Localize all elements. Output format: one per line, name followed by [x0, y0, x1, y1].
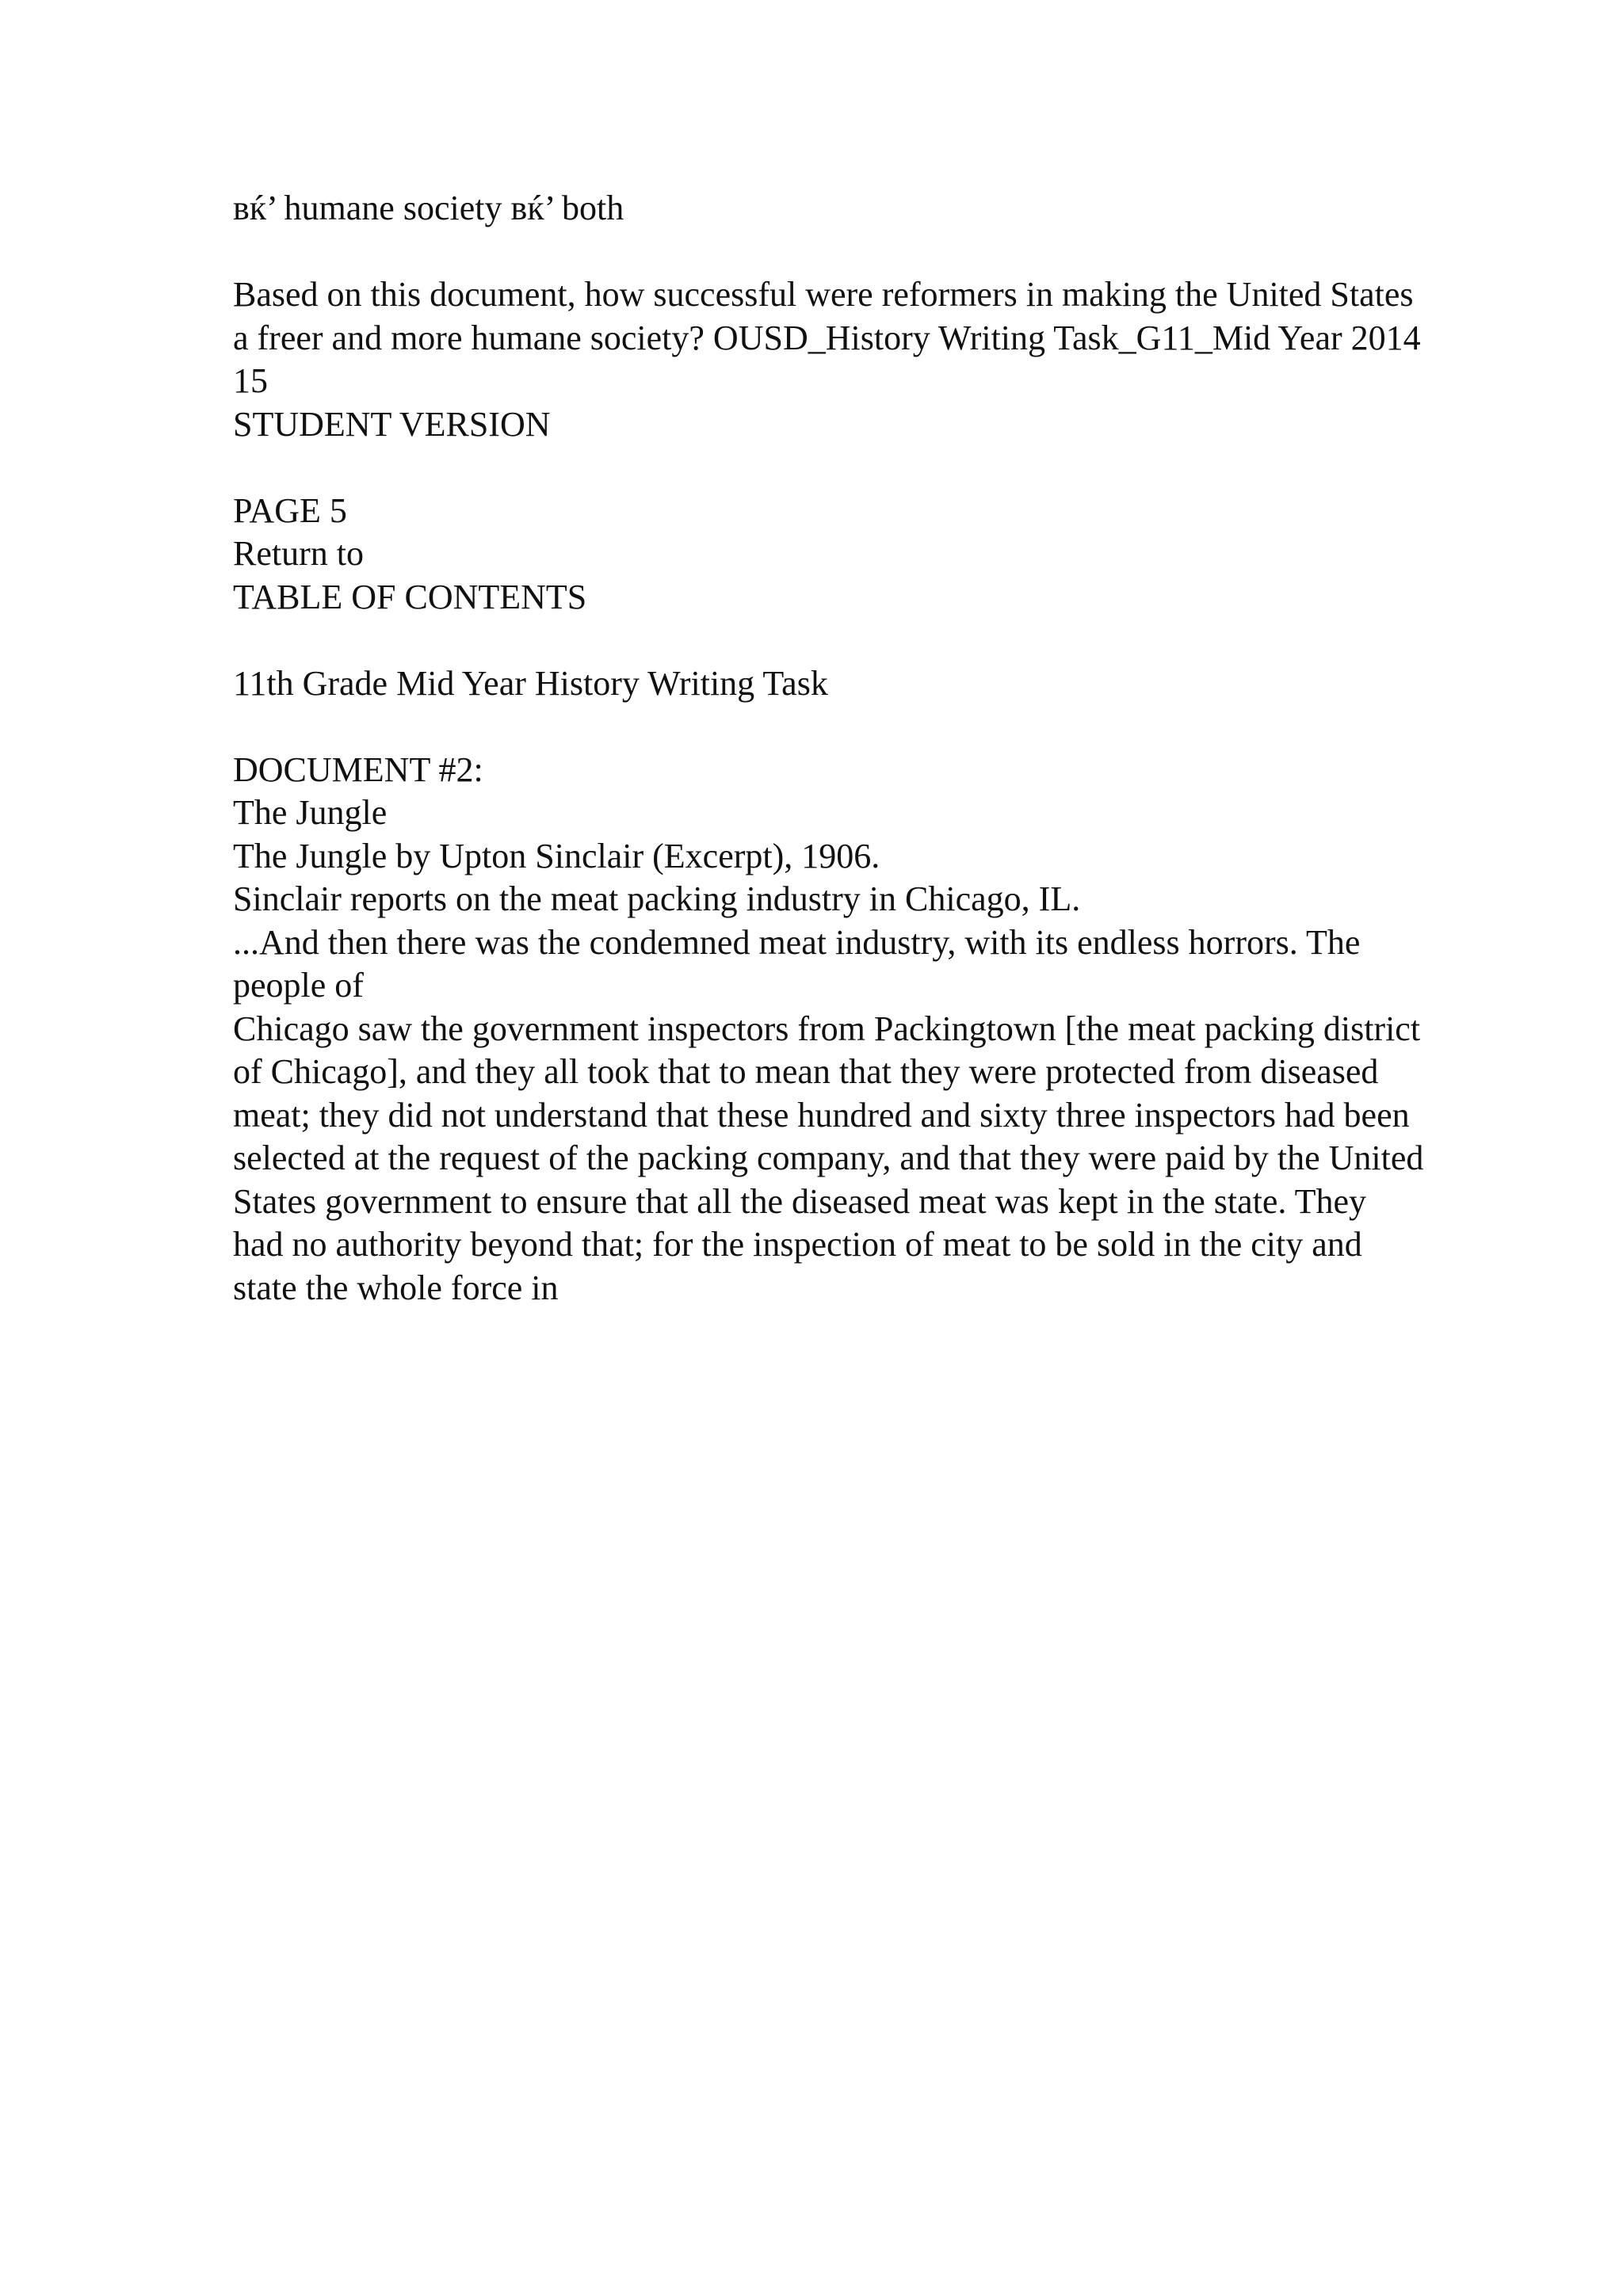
question-line: Based on this document, how successful were reformers in making the United States: [233, 275, 1414, 314]
table-of-contents-link[interactable]: TABLE OF CONTENTS: [233, 577, 587, 616]
spacer: [233, 446, 1564, 490]
document-citation: The Jungle by Upton Sinclair (Excerpt), 1906.: [233, 836, 880, 875]
spacer: [233, 705, 1564, 749]
task-title: 11th Grade Mid Year History Writing Task: [233, 663, 828, 703]
excerpt-line: States government to ensure that all the diseased meat was kept in the state. They: [233, 1181, 1366, 1221]
excerpt-line: meat; they did not understand that these hundred and sixty three inspectors had been: [233, 1095, 1410, 1135]
document-body: [233, 187, 1564, 1310]
excerpt-line: selected at the request of the packing company, and that they were paid by the United: [233, 1138, 1424, 1177]
document-title: The Jungle: [233, 793, 388, 832]
page-number: 15: [233, 361, 268, 400]
excerpt-line: Chicago saw the government inspectors from Packingtown [the meat packing district: [233, 1009, 1421, 1048]
return-to-link[interactable]: Return to: [233, 534, 364, 573]
excerpt-line: people of: [233, 966, 364, 1005]
version-label: STUDENT VERSION: [233, 404, 551, 444]
excerpt-line: state the whole force in: [233, 1268, 559, 1307]
question-line: a freer and more humane society? OUSD_History Writing Task_G11_Mid Year 2014: [233, 318, 1421, 357]
document-label: DOCUMENT #2:: [233, 749, 483, 789]
header-line: вќ’ humane society вќ’ both: [233, 189, 624, 227]
page-label: PAGE 5: [233, 490, 347, 530]
spacer: [233, 619, 1564, 662]
spacer: [233, 231, 1564, 274]
excerpt-line: ...And then there was the condemned meat industry, with its endless horrors. The: [233, 922, 1361, 962]
excerpt-line: had no authority beyond that; for the inspection of meat to be sold in the city and: [233, 1225, 1362, 1264]
document-description: Sinclair reports on the meat packing industry in Chicago, IL.: [233, 879, 1081, 918]
excerpt-line: of Chicago], and they all took that to mean that they were protected from diseased: [233, 1052, 1379, 1091]
